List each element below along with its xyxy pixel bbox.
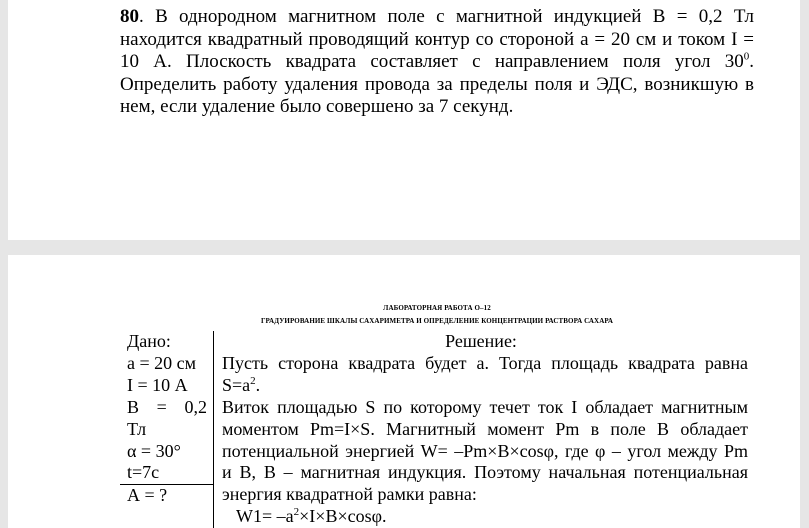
given-induction-unit: Тл — [127, 419, 147, 439]
solution-line-4: моментом Pm=I×S. Магнитный момент Pm в поле В обладает — [222, 419, 748, 439]
lab-title: ЛАБОРАТОРНАЯ РАБОТА О–12 — [383, 304, 491, 312]
problem-line-3: 10 А. Плоскость квадрата составляет с направлением поля угол $30^0$. — [120, 50, 754, 72]
given-induction: В = 0,2 — [127, 397, 207, 417]
solution-table — [120, 331, 748, 528]
solution-column — [214, 331, 748, 528]
problem-line-1: 80. В однородном магнитном поле с магнитной индукцией В = 0,2 Тл — [120, 6, 754, 27]
angle-degree-superscript: 0 — [743, 50, 750, 63]
given-time: t=7с — [127, 462, 160, 482]
solution-line-6: и B, B – магнитная индукция. Поэтому начальная потенциальная — [222, 462, 748, 482]
given-current: I = 10 А — [127, 375, 188, 395]
solution-line-3: Виток площадью S по которому течет ток I обладает магнитным — [222, 397, 748, 417]
solution-line-1: Пусть сторона квадрата будет а. Тогда площадь квадрата равна — [222, 353, 748, 373]
given-heading: Дано: — [127, 331, 171, 351]
solution-formula: $W1= -a^2\times I\times B\times\cos\varphi$. — [236, 506, 387, 526]
document-page-1 — [8, 0, 800, 240]
problem-number: 80 — [120, 6, 139, 27]
solution-line-5: потенциальной энергией W= –Pm×B×cosφ, где φ – угол между Pm — [222, 441, 748, 461]
solution-line-7: энергия квадратной рамки равна: — [222, 484, 477, 504]
problem-line-4: Определить работу удаления провода за пределы поля и ЭДС, возникшую в — [120, 73, 754, 95]
given-column — [120, 331, 214, 528]
problem-line-5: нем, если удаление было совершено за 7 секунд. — [120, 96, 514, 117]
given-side-length: а = 20 см — [127, 353, 197, 373]
problem-statement — [120, 6, 754, 119]
given-angle: α = 30° — [127, 441, 181, 461]
lab-subtitle: ГРАДУИРОВАНИЕ ШКАЛЫ САХАРИМЕТРА И ОПРЕДЕЛЕНИЕ КОНЦЕНТРАЦИИ РАСТВОРА САХАРА — [261, 317, 613, 325]
document-page-2 — [8, 255, 800, 528]
solution-line-2: $S=a^2$. — [222, 375, 261, 395]
problem-line-2: находится квадратный проводящий контур со стороной а = 20 см и током I = — [120, 28, 754, 50]
solution-heading: Решение: — [445, 331, 517, 351]
given-find: А = ? — [127, 485, 168, 505]
